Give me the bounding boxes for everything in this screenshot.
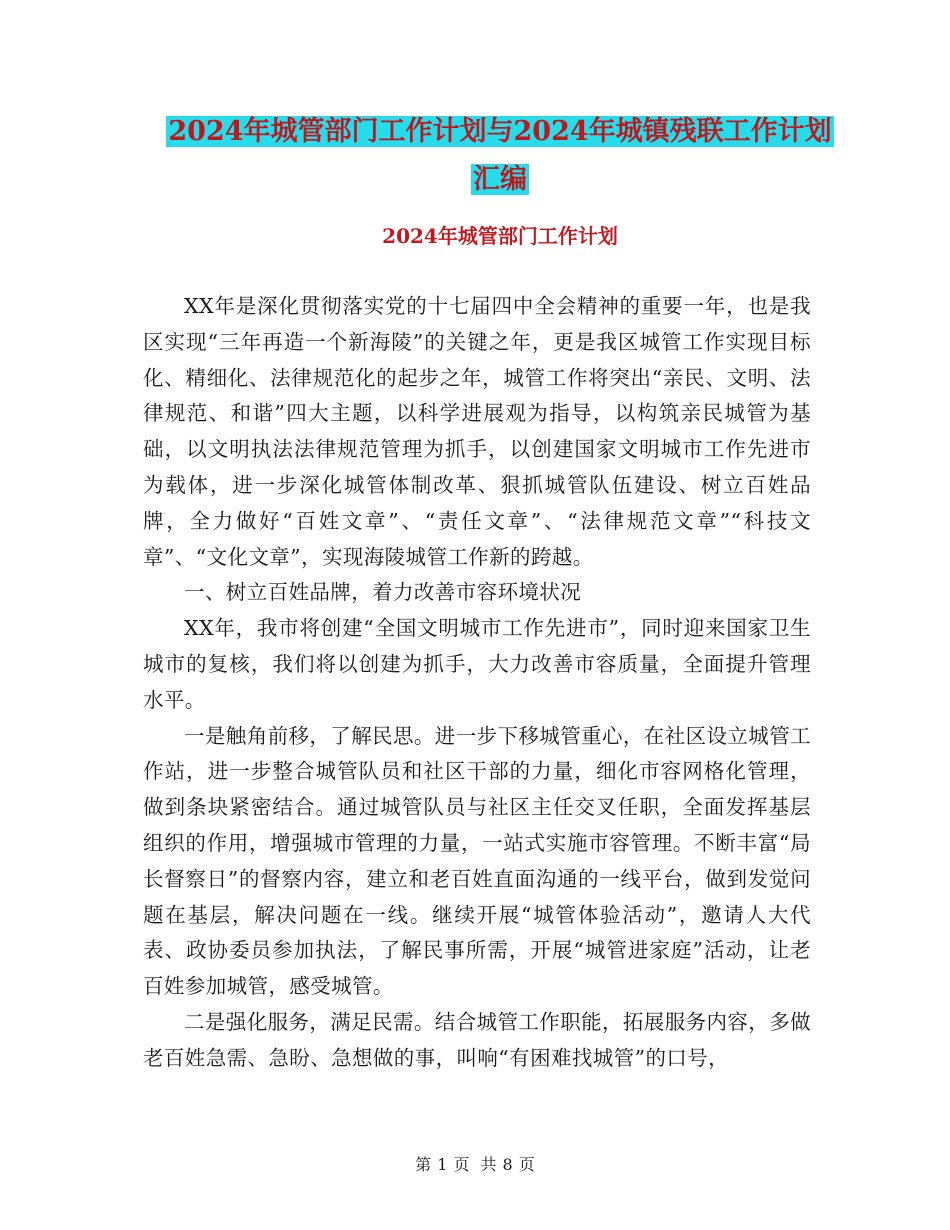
footer-page-number: 1 bbox=[437, 1155, 448, 1174]
paragraph-heading-1: 一、树立百姓品牌，着力改善市容环境状况 bbox=[184, 580, 582, 605]
paragraph-3: 一是触角前移，了解民思。进一步下移城管重心，在社区设立城管工作站，进一步整合城管队员和社区干部的力量，细化市容网格化管理，做到条块紧密结合。通过城管队员与社区主任交叉任职，全面发挥基层组织的作用，增强城市管理的力量，一站式实施市容管理。不断丰富“局长督察日”的督察内容，建立和老百姓直面沟通的一线平台，做到发觉问题在基层，解决问题在一线。继续开展“城管体验活动”，邀请人大代表、政协委员参加执法，了解民事所需，开展“城管进家庭”活动，让老百姓参加城管，感受城管。 bbox=[143, 723, 811, 999]
footer-middle: 页 共 bbox=[453, 1155, 497, 1174]
page-footer bbox=[0, 1152, 950, 1175]
section-title: 2024年城管部门工作计划 bbox=[382, 224, 618, 248]
document-title-line2: 汇编 bbox=[473, 164, 527, 195]
footer-total-pages: 8 bbox=[502, 1155, 513, 1174]
footer-suffix: 页 bbox=[518, 1155, 535, 1174]
document-title bbox=[140, 108, 860, 204]
paragraph-4: 二是强化服务，满足民需。结合城管工作职能，拓展服务内容，多做老百姓急需、急盼、急想做的事，叫响“有困难找城管”的口号， bbox=[143, 1009, 811, 1070]
document-title-line1: 2024年城管部门工作计划与2024年城镇残联工作计划 bbox=[168, 116, 832, 147]
paragraph-intro: XX年是深化贯彻落实党的十七届四中全会精神的重要一年，也是我区实现“三年再造一个新海陵”的关键之年，更是我区城管工作实现目标化、精细化、法律规范化的起步之年，城管工作将突出“亲民、文明、法律规范、和谐”四大主题，以科学进展观为指导，以构筑亲民城管为基础，以文明执法法律规范管理为抓手，以创建国家文明城市工作先进市为载体，进一步深化城管体制改革、狠抓城管队伍建设、树立百姓品牌，全力做好“百姓文章”、“责任文章”、“法律规范文章”“科技文章”、“文化文章”，实现海陵城管工作新的跨越。 bbox=[143, 294, 811, 569]
footer-prefix: 第 bbox=[415, 1155, 432, 1174]
document-body bbox=[143, 289, 811, 1077]
paragraph-2: XX年，我市将创建“全国文明城市工作先进市”，同时迎来国家卫生城市的复核，我们将以创建为抓手，大力改善市容质量，全面提升管理水平。 bbox=[143, 616, 811, 712]
